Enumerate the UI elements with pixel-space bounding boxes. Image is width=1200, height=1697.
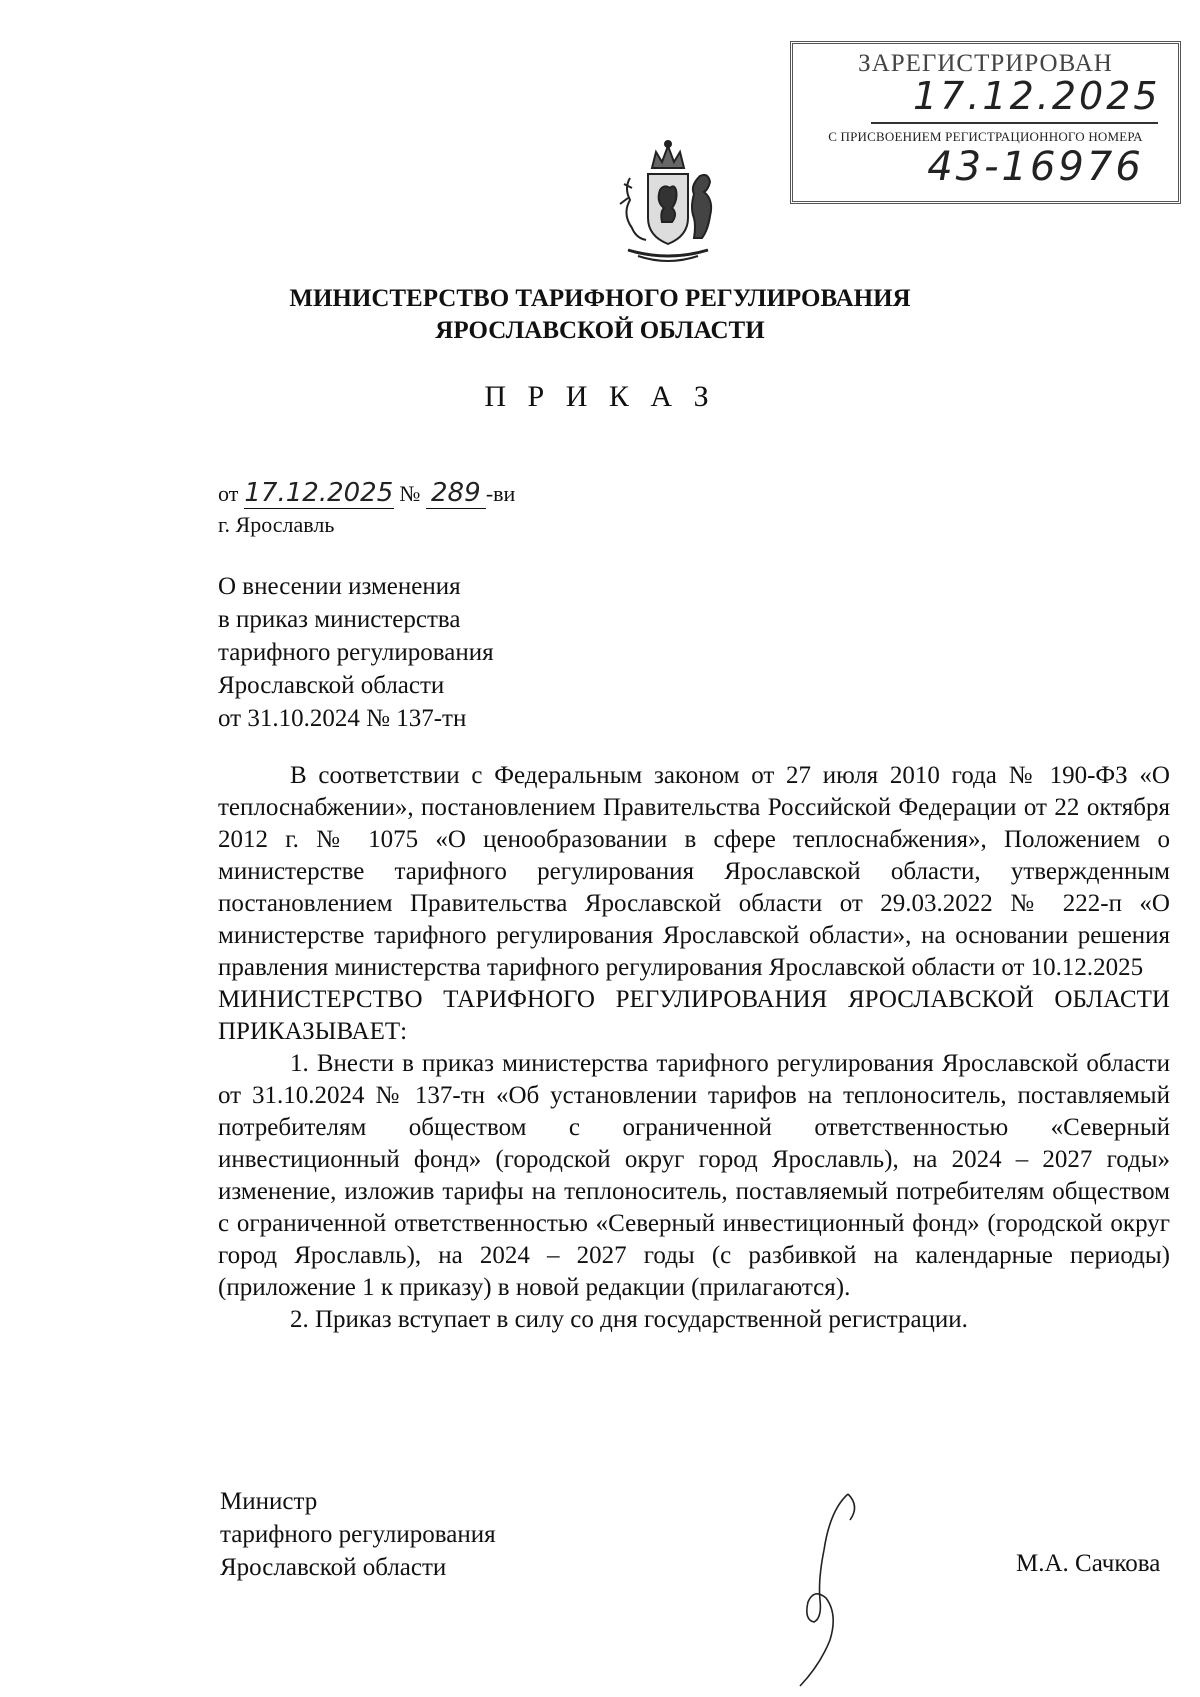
document-body [218,760,1170,1336]
order-item-2: 2. Приказ вступает в силу со дня государственной регистрации. [290,1306,968,1333]
stamp-date: 17.12.2025 [913,74,1161,118]
document-type-title: П Р И К А З [484,380,716,413]
document-date: 17.12.2025 [244,478,394,508]
order-item-1: 1. Внести в приказ министерства тарифного регулирования Ярославской области от 31.10.2024 № 137-тн «Об установлении тарифов на теплоноситель, поставляемый потребителям обществом с ограниченной ответственностью «Северный инвестиционный фонд» (городской округ город Ярославль), на 2024 – 2027 годы» изменение, изложив тарифы на теплоноситель, поставляемый потребителям обществом с ограниченной ответственностью «Северный инвестиционный фонд» (городской округ город Ярославль), на 2024 – 2027 годы (с разбивкой на календарные периоды) (приложение 1 к приказу) в новой редакции (прилагаются). [218,1050,1170,1301]
subject-line: Ярославской области [218,672,445,699]
signatory-name: М.А. Сачкова [1016,1550,1161,1577]
stamp-registration-number: 43-16976 [927,144,1144,190]
position-line: Министр [220,1488,318,1515]
stamp-caption: С ПРИСВОЕНИЕМ РЕГИСТРАЦИОННОГО НОМЕРА [828,129,1143,144]
document-subject [218,570,494,735]
subject-line: тарифного регулирования [218,639,494,666]
registration-stamp [790,41,1181,204]
orders-paragraph: МИНИСТЕРСТВО ТАРИФНОГО РЕГУЛИРОВАНИЯ ЯРОСЛАВСКОЙ ОБЛАСТИ ПРИКАЗЫВАЕТ: [218,986,1170,1045]
number-sign: № [399,481,421,506]
handwritten-signature [790,1490,880,1695]
stamp-title: ЗАРЕГИСТРИРОВАН [858,50,1113,77]
position-line: Ярославской области [220,1554,447,1581]
position-line: тарифного регулирования [220,1521,496,1548]
date-prefix: от [218,481,239,506]
signatory-position [220,1485,496,1584]
ministry-name-line2: ЯРОСЛАВСКОЙ ОБЛАСТИ [435,317,765,344]
yaroslavl-coat-of-arms-icon [608,138,728,273]
document-dateline [218,478,515,509]
subject-line: от 31.10.2024 № 137-тн [218,705,467,732]
ministry-name-line1: МИНИСТЕРСТВО ТАРИФНОГО РЕГУЛИРОВАНИЯ [289,285,911,312]
ministry-header [0,283,1200,347]
subject-line: в приказ министерства [218,606,461,633]
document-number: 289 [426,478,486,509]
stamp-date-underline [871,122,1158,124]
subject-line: О внесении изменения [218,573,461,600]
preamble-paragraph: В соответствии с Федеральным законом от 27 июля 2010 года № 190-ФЗ «О теплоснабжении», постановлением Правительства Российской Федерации от 22 октября 2012 г. № 1075 «О ценообразовании в сфере теплоснабжения», Положением о министерстве тарифного регулирования Ярославской области, утвержденным постановлением Правительства Ярославской области от 29.03.2022 № 222-п «О министерстве тарифного регулирования Ярославской области», на основании решения правления министерства тарифного регулирования Ярославской области от 10.12.2025 [218,762,1170,981]
city: г. Ярославль [218,512,335,537]
number-suffix: -ви [485,481,516,506]
